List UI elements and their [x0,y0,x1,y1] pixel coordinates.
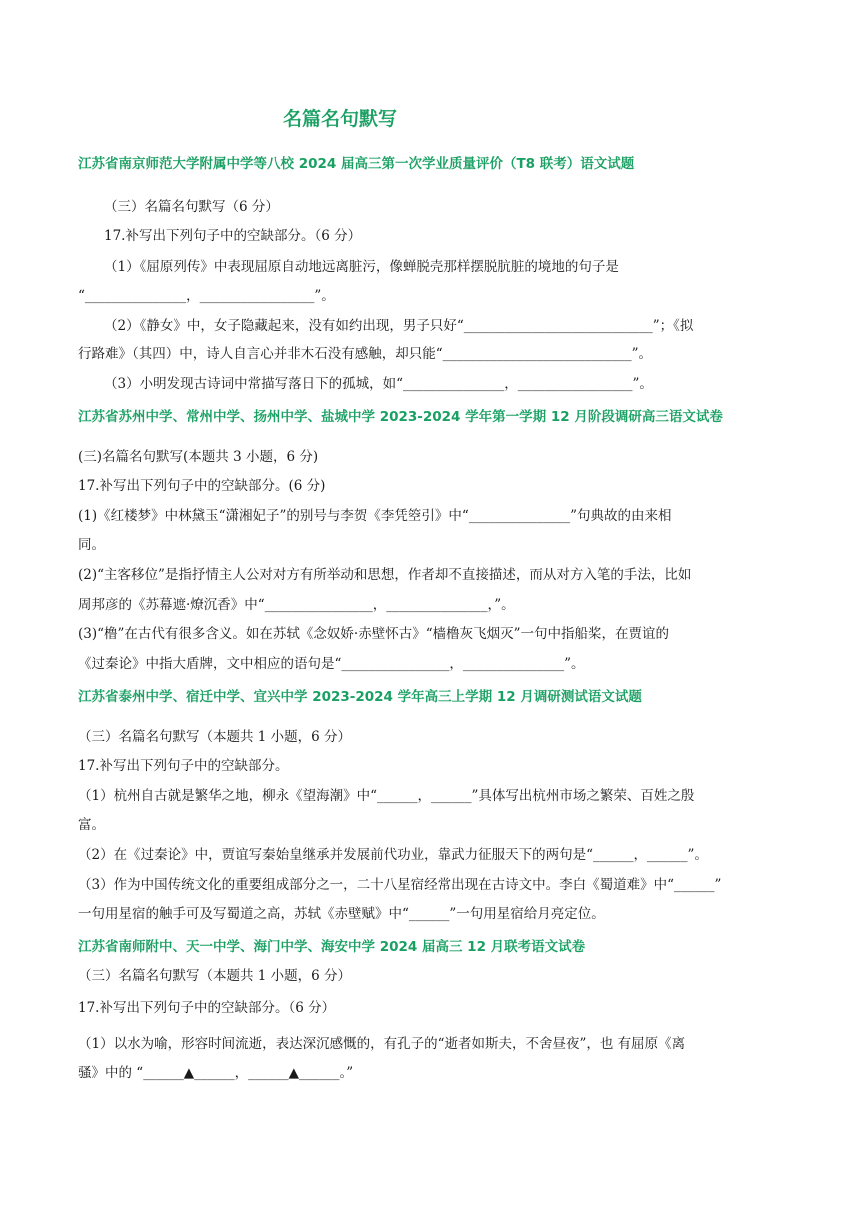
s3-item-3b: 一句用星宿的触手可及写蜀道之高，苏轼《赤壁赋》中“______”一句用星宿给月亮定位。 [78,906,605,922]
question-17-s4: 17.补写出下列句子中的空缺部分。（6 分） [78,1000,336,1016]
question-17-s2: 17.补写出下列句子中的空缺部分。(6 分) [78,478,326,494]
question-17-s3: 17.补写出下列句子中的空缺部分。 [78,758,289,774]
s2-item-2a: (2)“主客移位”是指抒情主人公对对方有所举动和思想，作者却不直接描述，而从对方入笔的手法，比如 [78,567,692,583]
s1-item-2b: 行路难》（其四）中，诗人自言心并非木石没有感触，却只能“____________________________”。 [78,346,653,362]
s4-item-1b: 骚》中的 “______▲______，______▲______。” [78,1065,354,1081]
section-source-4: 江苏省南师附中、天一中学、海门中学、海安中学 2024 届高三 12 月联考语文试卷 [78,939,586,955]
s1-item-1b: “_______________，_________________”。 [78,288,335,304]
s3-item-3a: （3）作为中国传统文化的重要组成部分之一，二十八星宿经常出现在古诗文中。李白《蜀道难》中“______” [78,877,722,893]
section-heading-1: （三）名篇名句默写（6 分） [104,199,279,215]
s2-item-1a: (1)《红楼梦》中林黛玉“潇湘妃子”的别号与李贺《李凭箜引》中“_______________”句典故的由来相 [78,508,672,524]
s2-item-3b: 《过秦论》中指大盾牌，文中相应的语句是“________________，_______________”。 [78,656,585,672]
section-heading-2: (三)名篇名句默写(本题共 3 小题，6 分) [78,449,319,465]
s1-item-2a: （2）《静女》中，女子隐藏起来，没有如约出现，男子只好“____________________________”；《拟 [104,318,694,334]
s2-item-1b: 同。 [78,537,105,553]
s1-item-1a: （1）《屈原列传》中表现屈原自动地远离脏污，像蝉脱壳那样摆脱肮脏的境地的句子是 [104,259,619,275]
s1-item-3: （3）小明发现古诗词中常描写落日下的孤城，如“_______________，_________________”。 [104,376,653,392]
s3-item-1b: 富。 [78,817,105,833]
s2-item-2b: 周邦彦的《苏幕遮·燎沉香》中“________________，_______________，”。 [78,597,515,613]
s3-item-2: （2）在《过秦论》中，贾谊写秦始皇继承并发展前代功业，靠武力征服天下的两句是“______，______”。 [78,847,708,863]
s2-item-3a: (3)“橹”在古代有很多含义。如在苏轼《念奴娇·赤壁怀古》“樯橹灰飞烟灭”一句中指船桨，在贾谊的 [78,626,670,642]
section-source-3: 江苏省泰州中学、宿迁中学、宜兴中学 2023-2024 学年高三上学期 12 月调研测试语文试题 [78,689,642,705]
section-heading-3: （三）名篇名句默写（本题共 1 小题，6 分） [78,729,352,745]
s4-item-1a: （1）以水为喻，形容时间流逝，表达深沉感慨的，有孔子的“逝者如斯夫，不舍昼夜”，也 有屈原《离 [78,1036,686,1052]
section-heading-4: （三）名篇名句默写（本题共 1 小题，6 分） [78,968,352,984]
s3-item-1a: （1）杭州自古就是繁华之地，柳永《望海潮》中“______，______”具体写出杭州市场之繁荣、百姓之殷 [78,788,695,804]
question-17-s1: 17.补写出下列句子中的空缺部分。（6 分） [104,228,362,244]
page-title: 名篇名句默写 [282,108,397,130]
section-source-1: 江苏省南京师范大学附属中学等八校 2024 届高三第一次学业质量评价（T8 联考）语文试题 [78,156,635,172]
section-source-2: 江苏省苏州中学、常州中学、扬州中学、盐城中学 2023-2024 学年第一学期 12 月阶段调研高三语文试卷 [78,409,723,425]
